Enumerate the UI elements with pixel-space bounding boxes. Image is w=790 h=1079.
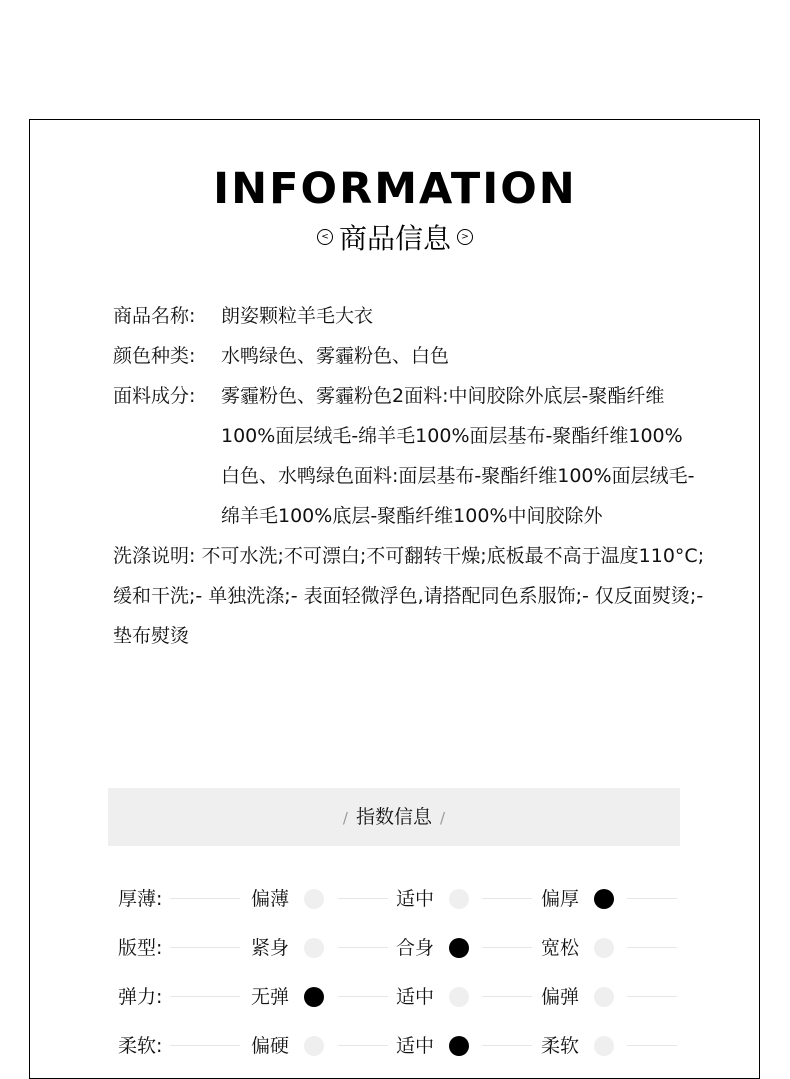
divider-line (482, 996, 532, 997)
info-label: 洗涤说明: (113, 545, 196, 567)
divider-line (627, 947, 677, 948)
info-value-group (221, 376, 708, 536)
divider-line (338, 1045, 388, 1046)
info-value: 不可水洗;不可漂白;不可翻转干燥;底板最不高于温度110°C;缓和干洗;- 单独洗涤;- 表面轻微浮色,请搭配同色系服饰;- 仅反面熨烫;- 垫布熨烫 (113, 545, 705, 647)
info-label: 面料成分: (113, 385, 196, 407)
title-chinese (0, 219, 790, 259)
divider-line (338, 996, 388, 997)
unselected-dot-icon (594, 938, 614, 958)
index-option-label: 适中 (396, 986, 435, 1008)
info-row-fabric (113, 376, 708, 536)
index-row (118, 977, 678, 1017)
index-label: 柔软: (118, 1035, 163, 1057)
index-option-label: 柔软 (541, 1035, 580, 1057)
slash-right: / (440, 809, 446, 827)
title-chinese-text: 商品信息 (338, 222, 451, 255)
info-row-wash (113, 536, 708, 656)
index-label: 弹力: (118, 986, 163, 1008)
info-value: 朗姿颗粒羊毛大衣 (221, 305, 374, 327)
chevron-left-icon: < (317, 229, 333, 245)
chevron-right-icon: > (457, 229, 473, 245)
index-section-header (108, 788, 680, 846)
divider-line (627, 996, 677, 997)
index-option-label: 适中 (396, 1035, 435, 1057)
index-option-label: 偏薄 (251, 888, 290, 910)
info-label: 商品名称: (113, 305, 196, 327)
index-option-label: 偏硬 (251, 1035, 290, 1057)
divider-line (482, 1045, 532, 1046)
index-title: 指数信息 (355, 806, 432, 828)
divider-line (627, 898, 677, 899)
divider-line (338, 947, 388, 948)
divider-line (482, 898, 532, 899)
index-option-label: 宽松 (541, 937, 580, 959)
index-option-label: 适中 (396, 888, 435, 910)
unselected-dot-icon (594, 1036, 614, 1056)
selected-dot-icon (449, 938, 469, 958)
product-info (113, 296, 708, 656)
info-row-name (113, 296, 708, 336)
index-row (118, 1026, 678, 1066)
index-option-label: 无弹 (251, 986, 290, 1008)
unselected-dot-icon (449, 889, 469, 909)
info-row-colors (113, 336, 708, 376)
divider-line (170, 996, 240, 997)
unselected-dot-icon (449, 987, 469, 1007)
index-option-label: 偏弹 (541, 986, 580, 1008)
title-english: INFORMATION (213, 164, 577, 214)
index-option-label: 紧身 (251, 937, 290, 959)
index-option-label: 偏厚 (541, 888, 580, 910)
divider-line (170, 1045, 240, 1046)
unselected-dot-icon (304, 938, 324, 958)
unselected-dot-icon (304, 889, 324, 909)
fabric-value-1: 雾霾粉色、雾霾粉色2面料:中间胶除外底层-聚酯纤维100%面层绒毛-绵羊毛100%面层基布-聚酯纤维100% (221, 385, 683, 447)
divider-line (482, 947, 532, 948)
selected-dot-icon (449, 1036, 469, 1056)
index-row (118, 879, 678, 919)
divider-line (170, 898, 240, 899)
index-option-label: 合身 (396, 937, 435, 959)
selected-dot-icon (594, 889, 614, 909)
divider-line (627, 1045, 677, 1046)
unselected-dot-icon (594, 987, 614, 1007)
info-label: 颜色种类: (113, 345, 196, 367)
selected-dot-icon (304, 987, 324, 1007)
divider-line (338, 898, 388, 899)
unselected-dot-icon (304, 1036, 324, 1056)
slash-left: / (342, 809, 348, 827)
index-label: 版型: (118, 937, 163, 959)
index-label: 厚薄: (118, 888, 163, 910)
info-value: 水鸭绿色、雾霾粉色、白色 (221, 345, 450, 367)
fabric-value-2: 白色、水鸭绿色面料:面层基布-聚酯纤维100%面层绒毛-绵羊毛100%底层-聚酯纤维100%中间胶除外 (221, 465, 695, 527)
index-row (118, 928, 678, 968)
divider-line (170, 947, 240, 948)
